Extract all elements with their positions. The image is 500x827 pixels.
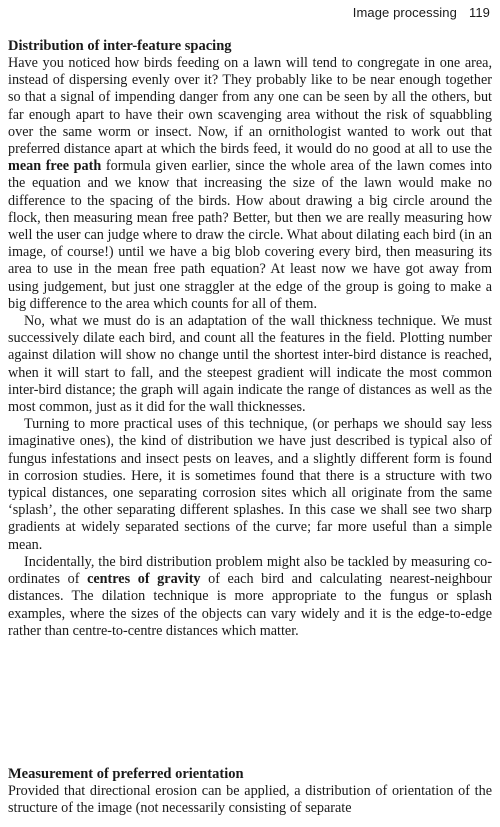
bold-term-mean-free-path: mean free path <box>8 158 102 175</box>
paragraph-text: Have you noticed how birds feeding on a lawn will tend to congregate in one area, instead of dispersing evenly over it? They probably like to be near enough together so that a signal of impending danger from any one can be seen by all the others, but far enough apart to have their own scavenging area without the risk of squabbling over the same worm or insect. Now, if an ornithologist wanted to work out that preferred distance apart at which the birds feed, it would do no good at all to use the <box>8 55 492 158</box>
running-head-title: Image processing <box>352 5 457 20</box>
paragraph-1: Provided that directional erosion can be applied, a distribution of orientation of the structure of the image (not necessarily consisting of separate <box>8 783 492 817</box>
section-inter-feature-spacing <box>8 38 492 640</box>
paragraph-1 <box>8 55 492 313</box>
section-preferred-orientation <box>8 766 492 817</box>
paragraph-text: formula given earlier, since the whole area of the lawn comes into the equation and we know that increasing the size of the lawn would make no difference to the spacing of the birds. How about drawing a big circle around the flock, then measuring mean free path? Better, but then we are really measuring how well the user can judge where to draw the circle. What about dilating each bird (in an image, of course!) until we have a big blob covering every bird, then measuring its area to use in the mean free path equation? At least now we have got away from using judgement, but just one straggler at the edge of the group is going to make a big difference to the area which counts for all of them. <box>8 158 493 312</box>
section-heading: Measurement of preferred orientation <box>8 766 244 782</box>
paragraph-2: No, what we must do is an adaptation of the wall thickness technique. We must successively dilate each bird, and count all the features in the field. Plotting number against dilation will show no change until the shortest inter-bird distance is reached, when it will start to fall, and the steepest gradient will indicate the most common inter-bird distance; the graph will again indicate the range of distances as well as the most common, just as it did for the wall thicknesses. <box>8 313 492 416</box>
paragraph-text: of each bird and calculating nearest-neighbour distances. The dilation technique is more appropriate to the fungus or splash examples, where the sizes of the objects can vary widely and it is the edge-to-edge rather than centre-to-centre distances which matter. <box>8 571 492 639</box>
running-head <box>353 5 490 20</box>
paragraph-4 <box>8 554 492 640</box>
paragraph-text: Incidentally, the bird distribution problem might also be tackled by measuring co-ordinates of <box>8 553 492 588</box>
section-heading: Distribution of inter-feature spacing <box>8 38 232 54</box>
paragraph-3: Turning to more practical uses of this technique, (or perhaps we should say less imaginative ones), the kind of distribution we have just described is typical also of fungus infestations and insect pests on leaves, and a slightly different form is found in corrosion studies. Here, it is sometimes found that there is a structure with two typical distances, one separating corrosion sites which all originate from the same ‘splash’, the other separating different splashes. In this case we shall see two sharp gradients at widely separated sections of the curve; far more useful than a simple mean. <box>8 416 492 553</box>
page-number: 119 <box>468 5 490 20</box>
bold-term-centres-of-gravity: centres of gravity <box>87 571 201 588</box>
